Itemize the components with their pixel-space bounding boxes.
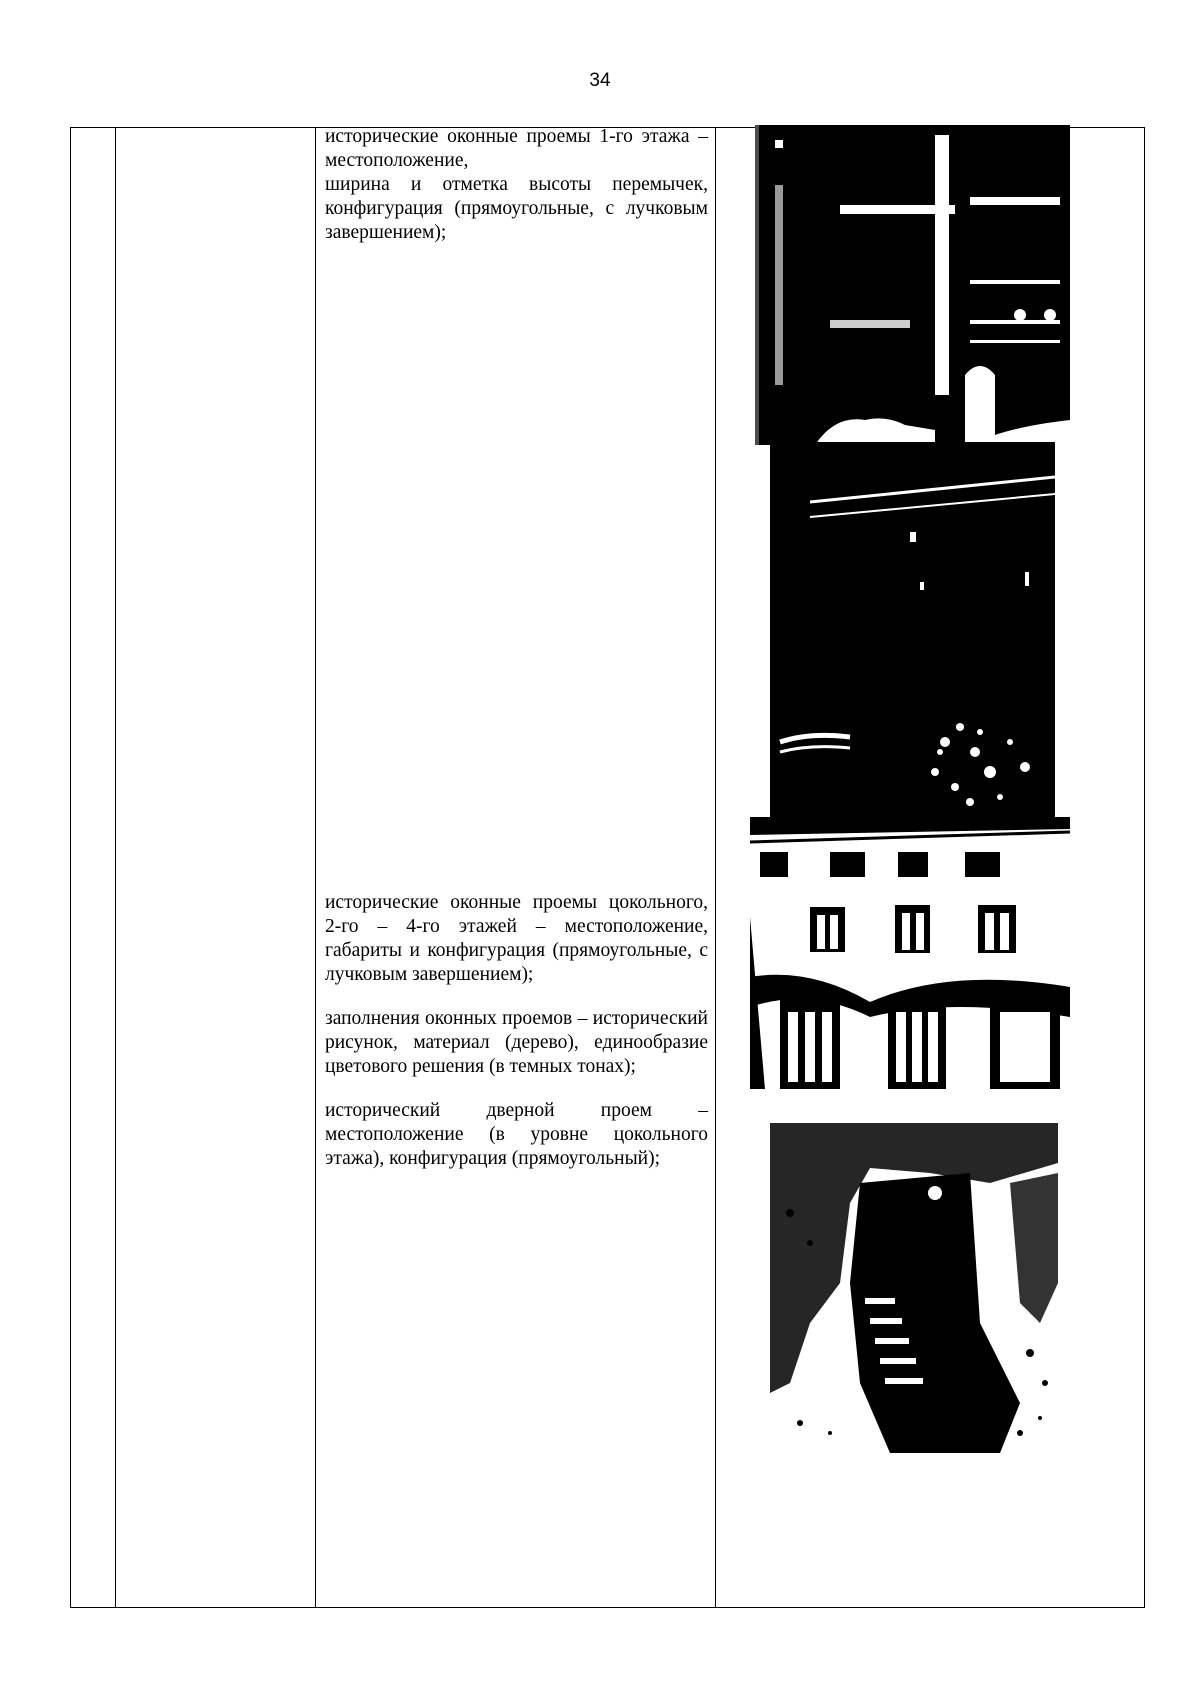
- doorway-stairs-photo: [770, 1123, 1058, 1453]
- document-table: [70, 127, 1145, 1608]
- table-border-left: [70, 127, 71, 1608]
- text-block-upper-floors: [325, 891, 708, 1191]
- page-number: 34: [589, 70, 611, 91]
- courtyard-facade-photo: [770, 442, 1055, 820]
- window-interior-photo: [755, 125, 1070, 445]
- column-divider-3: [715, 127, 716, 1608]
- paragraph: заполнения оконных проемов – исторический рисунок, материал (дерево), единообразие цветового решения (в темных тонах);: [325, 1008, 708, 1077]
- paragraph: исторические оконные проемы цокольного, 2-го – 4-го этажей – местоположение, габариты и конфигурация (прямоугольные, с лучковым завершением);: [325, 892, 708, 985]
- paragraph: ширина и отметка высоты перемычек, конфигурация (прямоугольные, с лучковым завершением);: [325, 174, 708, 243]
- table-border-right: [1144, 127, 1145, 1608]
- column-divider-1: [115, 127, 116, 1608]
- building-facade-photo: [750, 817, 1070, 1089]
- text-block-first-floor-windows: [325, 125, 708, 245]
- paragraph: исторические оконные проемы 1-го этажа – местоположение,: [325, 126, 708, 171]
- column-divider-2: [315, 127, 316, 1608]
- paragraph: исторический дверной проем – местоположение (в уровне цокольного этажа), конфигурация (прямоугольный);: [325, 1100, 708, 1169]
- table-border-bottom: [70, 1607, 1145, 1608]
